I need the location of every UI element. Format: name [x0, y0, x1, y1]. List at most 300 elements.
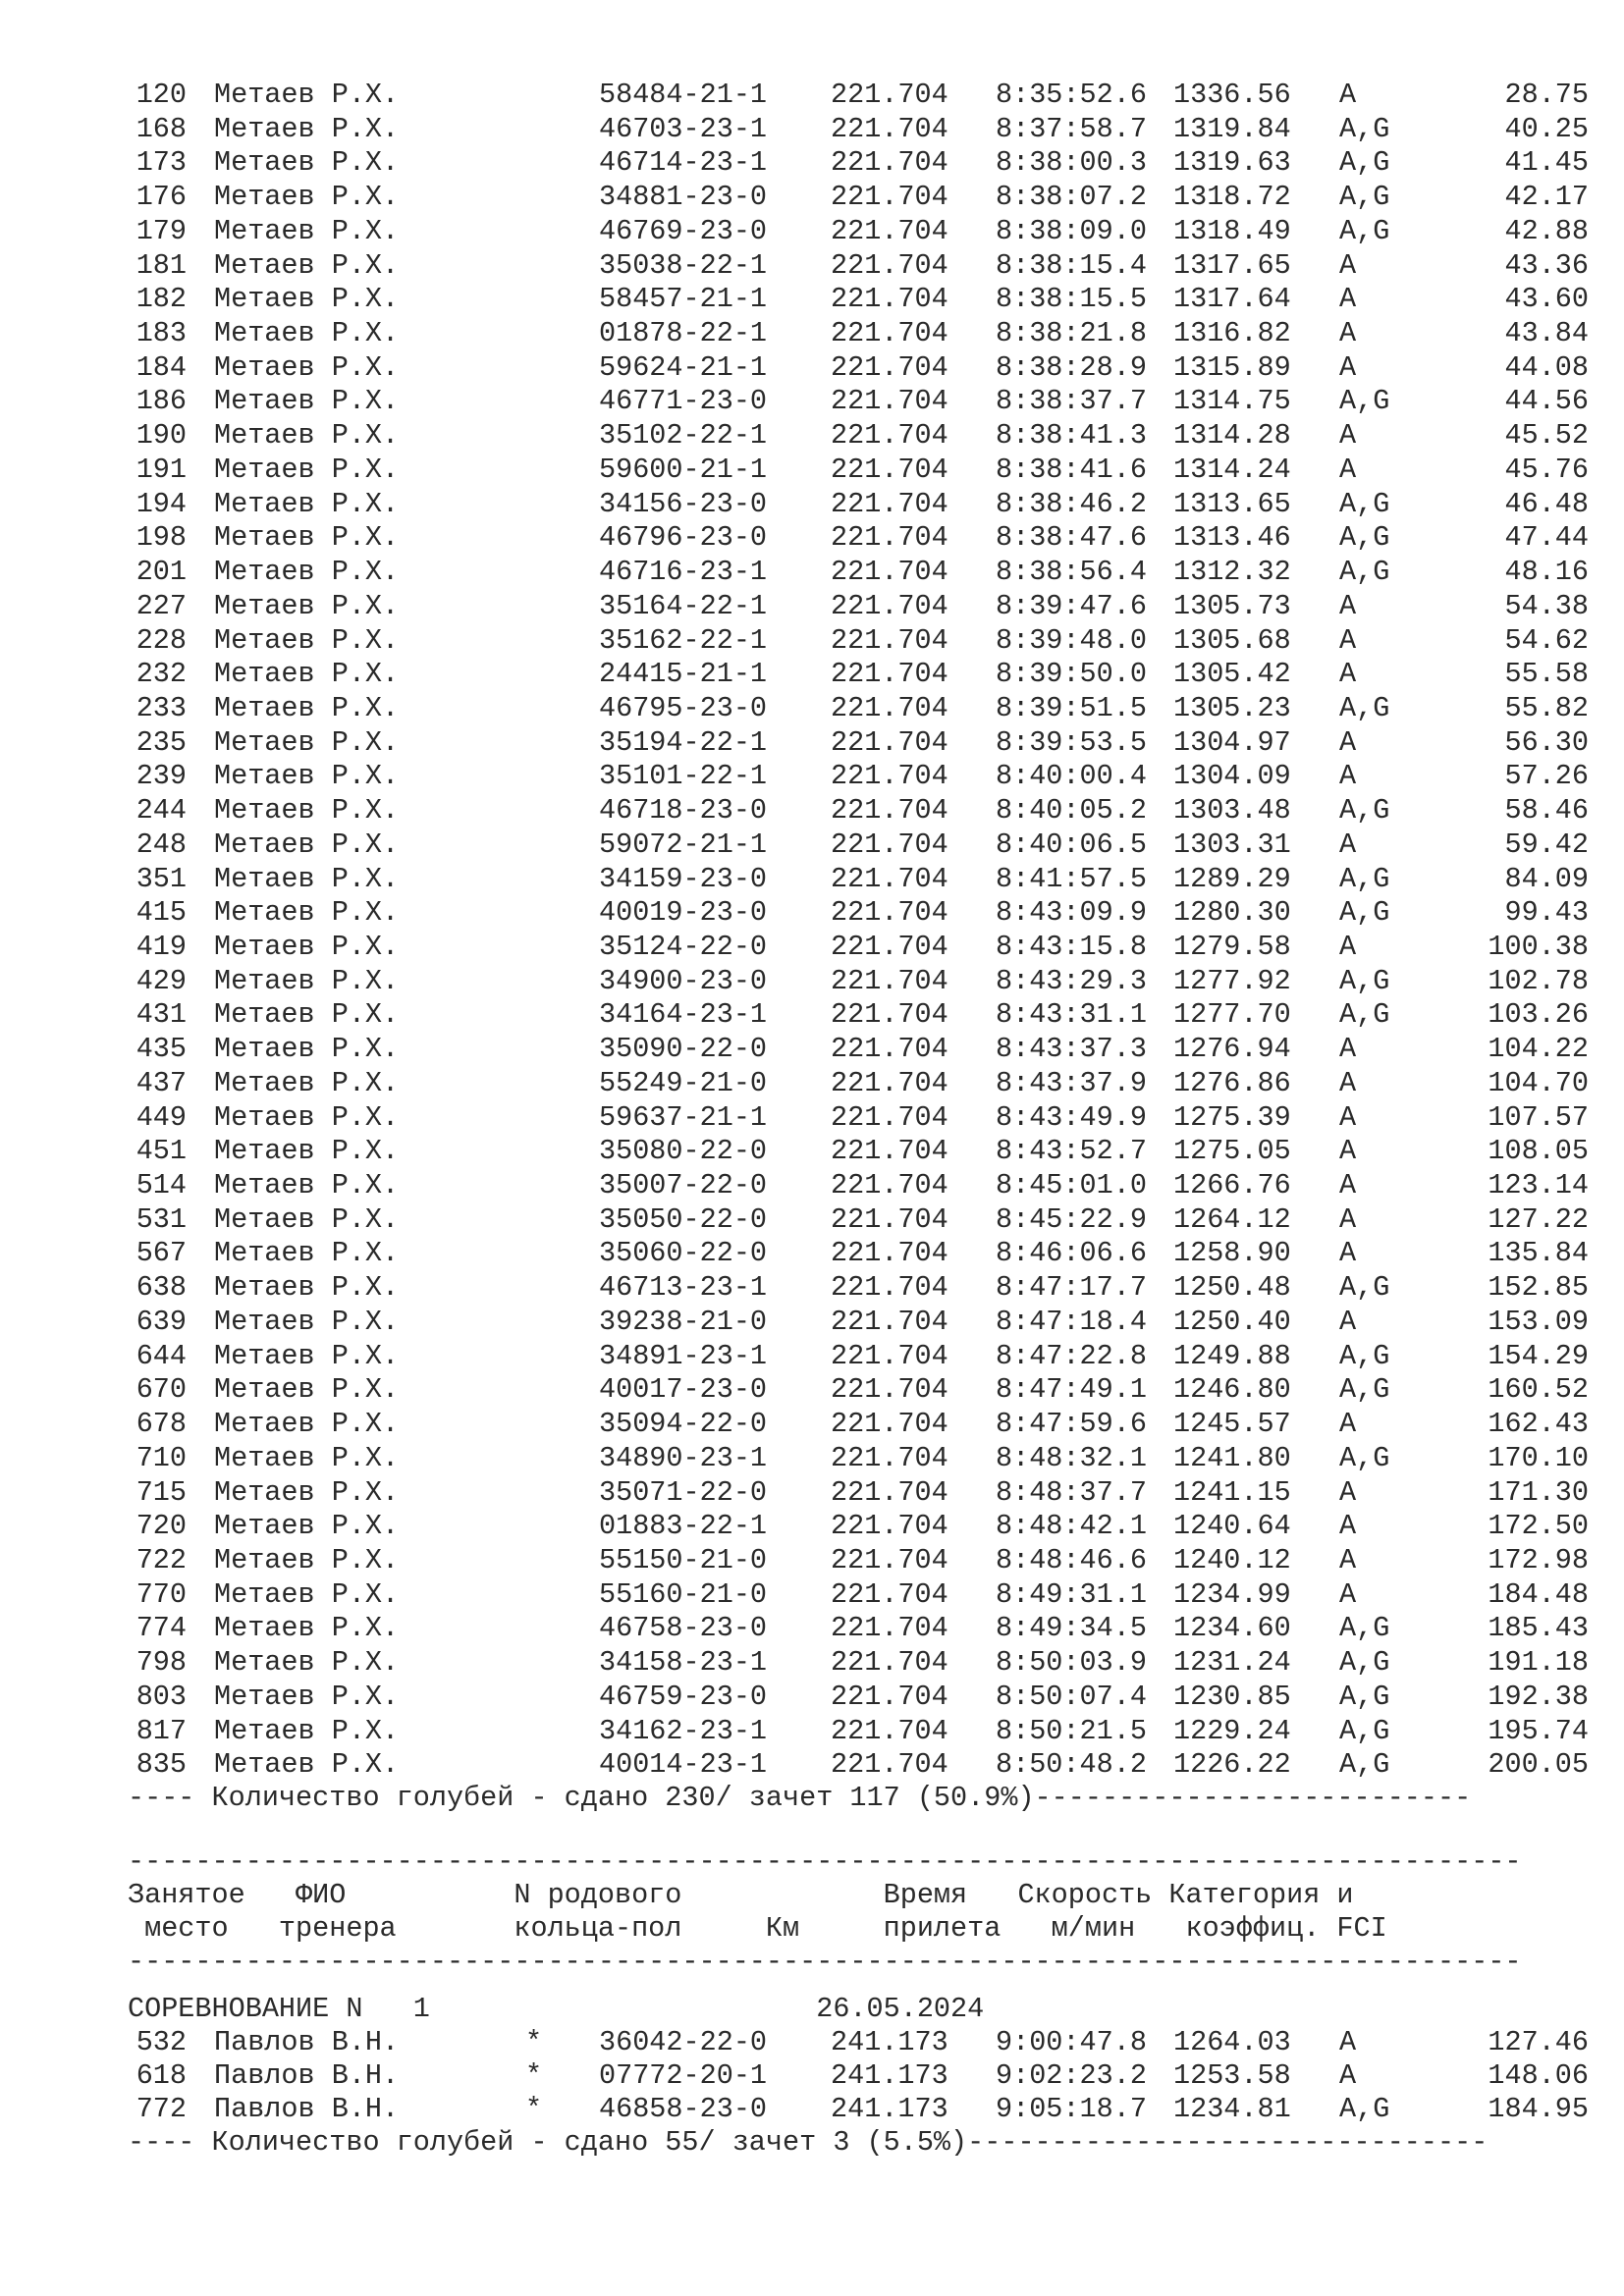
distance-km: 221.704: [831, 1510, 948, 1543]
arrival-time: 8:43:49.9: [996, 1100, 1147, 1134]
place: 232: [135, 658, 187, 691]
place: 351: [135, 862, 187, 895]
ring-number: 35102-22-1: [599, 419, 768, 453]
speed-value: 1241.15: [1173, 1475, 1291, 1509]
speed-value: 1264.03: [1173, 2026, 1291, 2058]
arrival-time: 8:38:07.2: [996, 181, 1147, 214]
arrival-time: 8:50:03.9: [996, 1646, 1147, 1680]
arrival-time: 8:41:57.5: [996, 862, 1147, 895]
fci-coefficient: 160.52: [1488, 1373, 1589, 1407]
category: A,G: [1339, 1680, 1390, 1713]
speed-value: 1250.40: [1173, 1305, 1291, 1338]
arrival-time: 8:39:47.6: [996, 589, 1147, 622]
arrival-time: 8:38:15.5: [996, 283, 1147, 316]
speed-value: 1316.82: [1173, 317, 1291, 350]
ring-number: 46714-23-1: [599, 146, 768, 180]
trainer-name: Метаев Р.Х.: [214, 283, 400, 316]
ring-number: 35124-22-0: [599, 931, 768, 963]
speed-value: 1336.56: [1173, 79, 1291, 111]
fci-coefficient: 58.46: [1504, 794, 1589, 828]
arrival-time: 8:39:50.0: [996, 658, 1147, 691]
star-mark: *: [525, 2093, 543, 2125]
place: 244: [135, 794, 187, 828]
place: 181: [135, 248, 187, 282]
distance-km: 221.704: [831, 998, 948, 1032]
ring-number: 40017-23-0: [599, 1373, 768, 1407]
speed-value: 1277.92: [1173, 964, 1291, 997]
speed-value: 1313.65: [1173, 487, 1291, 520]
ring-number: 35050-22-0: [599, 1202, 768, 1236]
trainer-name: Метаев Р.Х.: [214, 725, 400, 759]
arrival-time: 8:38:28.9: [996, 350, 1147, 384]
ring-number: 59072-21-1: [599, 828, 768, 861]
divider-line: -----------------------------------------------------------------------------------: [128, 1946, 1522, 1978]
distance-km: 221.704: [831, 1441, 948, 1474]
arrival-time: 8:39:51.5: [996, 691, 1147, 724]
distance-km: 221.704: [831, 1612, 948, 1645]
distance-km: 221.704: [831, 350, 948, 384]
arrival-time: 8:50:21.5: [996, 1714, 1147, 1747]
distance-km: 221.704: [831, 1646, 948, 1680]
speed-value: 1249.88: [1173, 1339, 1291, 1372]
distance-km: 221.704: [831, 556, 948, 589]
ring-number: 46795-23-0: [599, 691, 768, 724]
fci-coefficient: 185.43: [1488, 1612, 1589, 1645]
divider-line: -----------------------------------------------------------------------------------: [128, 1845, 1522, 1878]
ring-number: 34890-23-1: [599, 1441, 768, 1474]
distance-km: 221.704: [831, 862, 948, 895]
arrival-time: 8:38:56.4: [996, 556, 1147, 589]
speed-value: 1266.76: [1173, 1169, 1291, 1202]
distance-km: 221.704: [831, 385, 948, 418]
place: 431: [135, 998, 187, 1032]
speed-value: 1314.24: [1173, 453, 1291, 486]
distance-km: 221.704: [831, 1543, 948, 1576]
fci-coefficient: 46.48: [1504, 487, 1589, 520]
arrival-time: 8:38:21.8: [996, 317, 1147, 350]
speed-value: 1275.39: [1173, 1100, 1291, 1134]
ring-number: 35194-22-1: [599, 725, 768, 759]
place: 532: [135, 2026, 187, 2058]
trainer-name: Метаев Р.Х.: [214, 385, 400, 418]
category: A,G: [1339, 691, 1390, 724]
arrival-time: 8:47:18.4: [996, 1305, 1147, 1338]
fci-coefficient: 172.98: [1488, 1543, 1589, 1576]
fci-coefficient: 162.43: [1488, 1408, 1589, 1441]
ring-number: 35038-22-1: [599, 248, 768, 282]
fci-coefficient: 107.57: [1488, 1100, 1589, 1134]
arrival-time: 8:45:01.0: [996, 1169, 1147, 1202]
trainer-name: Павлов В.Н.: [214, 2059, 400, 2092]
trainer-name: Метаев Р.Х.: [214, 1373, 400, 1407]
trainer-name: Метаев Р.Х.: [214, 691, 400, 724]
speed-value: 1312.32: [1173, 556, 1291, 589]
trainer-name: Метаев Р.Х.: [214, 794, 400, 828]
category: A: [1339, 2026, 1357, 2058]
trainer-name: Метаев Р.Х.: [214, 317, 400, 350]
category: A: [1339, 1033, 1357, 1066]
ring-number: 46718-23-0: [599, 794, 768, 828]
ring-number: 55160-21-0: [599, 1577, 768, 1611]
place: 644: [135, 1339, 187, 1372]
summary-line: ---- Количество голубей - сдано 55/ зачет 3 (5.5%)-------------------------------: [128, 2126, 1489, 2159]
place: 227: [135, 589, 187, 622]
ring-number: 35080-22-0: [599, 1135, 768, 1168]
fci-coefficient: 152.85: [1488, 1271, 1589, 1305]
category: A: [1339, 2059, 1357, 2092]
place: 817: [135, 1714, 187, 1747]
arrival-time: 8:46:06.6: [996, 1237, 1147, 1270]
speed-value: 1305.68: [1173, 623, 1291, 657]
fci-coefficient: 43.36: [1504, 248, 1589, 282]
trainer-name: Метаев Р.Х.: [214, 1339, 400, 1372]
speed-value: 1241.80: [1173, 1441, 1291, 1474]
distance-km: 241.173: [831, 2026, 948, 2058]
category: A: [1339, 1408, 1357, 1441]
place: 183: [135, 317, 187, 350]
distance-km: 221.704: [831, 1305, 948, 1338]
place: 429: [135, 964, 187, 997]
trainer-name: Метаев Р.Х.: [214, 828, 400, 861]
speed-value: 1240.12: [1173, 1543, 1291, 1576]
distance-km: 221.704: [831, 146, 948, 180]
speed-value: 1317.64: [1173, 283, 1291, 316]
speed-value: 1253.58: [1173, 2059, 1291, 2092]
arrival-time: 8:39:53.5: [996, 725, 1147, 759]
arrival-time: 8:50:48.2: [996, 1748, 1147, 1782]
speed-value: 1264.12: [1173, 1202, 1291, 1236]
ring-number: 34164-23-1: [599, 998, 768, 1032]
place: 639: [135, 1305, 187, 1338]
fci-coefficient: 43.60: [1504, 283, 1589, 316]
ring-number: 35164-22-1: [599, 589, 768, 622]
fci-coefficient: 171.30: [1488, 1475, 1589, 1509]
distance-km: 221.704: [831, 760, 948, 793]
arrival-time: 8:49:34.5: [996, 1612, 1147, 1645]
ring-number: 59624-21-1: [599, 350, 768, 384]
category: A,G: [1339, 556, 1390, 589]
category: A: [1339, 79, 1357, 111]
speed-value: 1304.09: [1173, 760, 1291, 793]
trainer-name: Метаев Р.Х.: [214, 1066, 400, 1099]
place: 248: [135, 828, 187, 861]
arrival-time: 8:38:09.0: [996, 214, 1147, 247]
distance-km: 221.704: [831, 181, 948, 214]
place: 437: [135, 1066, 187, 1099]
place: 835: [135, 1748, 187, 1782]
arrival-time: 8:43:15.8: [996, 931, 1147, 963]
trainer-name: Метаев Р.Х.: [214, 896, 400, 930]
distance-km: 221.704: [831, 1169, 948, 1202]
fci-coefficient: 191.18: [1488, 1646, 1589, 1680]
arrival-time: 8:35:52.6: [996, 79, 1147, 111]
speed-value: 1317.65: [1173, 248, 1291, 282]
distance-km: 221.704: [831, 1373, 948, 1407]
category: A,G: [1339, 181, 1390, 214]
trainer-name: Метаев Р.Х.: [214, 419, 400, 453]
ring-number: 34881-23-0: [599, 181, 768, 214]
place: 233: [135, 691, 187, 724]
fci-coefficient: 42.17: [1504, 181, 1589, 214]
ring-number: 35162-22-1: [599, 623, 768, 657]
distance-km: 221.704: [831, 725, 948, 759]
fci-coefficient: 45.76: [1504, 453, 1589, 486]
place: 638: [135, 1271, 187, 1305]
fci-coefficient: 200.05: [1488, 1748, 1589, 1782]
arrival-time: 8:47:22.8: [996, 1339, 1147, 1372]
trainer-name: Павлов В.Н.: [214, 2093, 400, 2125]
category: A,G: [1339, 214, 1390, 247]
trainer-name: Метаев Р.Х.: [214, 1714, 400, 1747]
distance-km: 221.704: [831, 828, 948, 861]
trainer-name: Метаев Р.Х.: [214, 1135, 400, 1168]
category: A: [1339, 760, 1357, 793]
distance-km: 221.704: [831, 1135, 948, 1168]
place: 715: [135, 1475, 187, 1509]
distance-km: 221.704: [831, 623, 948, 657]
fci-coefficient: 153.09: [1488, 1305, 1589, 1338]
distance-km: 221.704: [831, 1475, 948, 1509]
distance-km: 221.704: [831, 1408, 948, 1441]
place: 618: [135, 2059, 187, 2092]
fci-coefficient: 57.26: [1504, 760, 1589, 793]
fci-coefficient: 47.44: [1504, 521, 1589, 555]
category: A,G: [1339, 2093, 1390, 2125]
trainer-name: Метаев Р.Х.: [214, 1612, 400, 1645]
category: A: [1339, 1237, 1357, 1270]
distance-km: 221.704: [831, 283, 948, 316]
trainer-name: Метаев Р.Х.: [214, 79, 400, 111]
trainer-name: Павлов В.Н.: [214, 2026, 400, 2058]
place: 722: [135, 1543, 187, 1576]
arrival-time: 8:47:59.6: [996, 1408, 1147, 1441]
category: A: [1339, 419, 1357, 453]
place: 670: [135, 1373, 187, 1407]
place: 176: [135, 181, 187, 214]
fci-coefficient: 102.78: [1488, 964, 1589, 997]
distance-km: 221.704: [831, 79, 948, 111]
fci-coefficient: 195.74: [1488, 1714, 1589, 1747]
star-mark: *: [525, 2059, 543, 2092]
speed-value: 1313.46: [1173, 521, 1291, 555]
arrival-time: 8:43:09.9: [996, 896, 1147, 930]
place: 710: [135, 1441, 187, 1474]
trainer-name: Метаев Р.Х.: [214, 998, 400, 1032]
speed-value: 1305.73: [1173, 589, 1291, 622]
fci-coefficient: 135.84: [1488, 1237, 1589, 1270]
place: 531: [135, 1202, 187, 1236]
speed-value: 1240.64: [1173, 1510, 1291, 1543]
fci-coefficient: 44.08: [1504, 350, 1589, 384]
arrival-time: 8:39:48.0: [996, 623, 1147, 657]
category: A: [1339, 453, 1357, 486]
category: A: [1339, 828, 1357, 861]
distance-km: 221.704: [831, 1577, 948, 1611]
place: 198: [135, 521, 187, 555]
trainer-name: Метаев Р.Х.: [214, 112, 400, 145]
distance-km: 221.704: [831, 658, 948, 691]
distance-km: 221.704: [831, 419, 948, 453]
fci-coefficient: 40.25: [1504, 112, 1589, 145]
fci-coefficient: 28.75: [1504, 79, 1589, 111]
star-mark: *: [525, 2026, 543, 2058]
trainer-name: Метаев Р.Х.: [214, 1100, 400, 1134]
ring-number: 46858-23-0: [599, 2093, 768, 2125]
arrival-time: 8:48:37.7: [996, 1475, 1147, 1509]
trainer-name: Метаев Р.Х.: [214, 521, 400, 555]
trainer-name: Метаев Р.Х.: [214, 760, 400, 793]
trainer-name: Метаев Р.Х.: [214, 658, 400, 691]
place: 228: [135, 623, 187, 657]
category: A: [1339, 1305, 1357, 1338]
speed-value: 1318.72: [1173, 181, 1291, 214]
place: 201: [135, 556, 187, 589]
arrival-time: 9:05:18.7: [996, 2093, 1147, 2125]
speed-value: 1258.90: [1173, 1237, 1291, 1270]
fci-coefficient: 84.09: [1504, 862, 1589, 895]
fci-coefficient: 56.30: [1504, 725, 1589, 759]
ring-number: 35071-22-0: [599, 1475, 768, 1509]
place: 168: [135, 112, 187, 145]
trainer-name: Метаев Р.Х.: [214, 1305, 400, 1338]
fci-coefficient: 54.62: [1504, 623, 1589, 657]
place: 774: [135, 1612, 187, 1645]
arrival-time: 8:48:46.6: [996, 1543, 1147, 1576]
trainer-name: Метаев Р.Х.: [214, 1680, 400, 1713]
ring-number: 58484-21-1: [599, 79, 768, 111]
category: A,G: [1339, 964, 1390, 997]
category: A,G: [1339, 896, 1390, 930]
ring-number: 46713-23-1: [599, 1271, 768, 1305]
distance-km: 221.704: [831, 896, 948, 930]
place: 415: [135, 896, 187, 930]
category: A,G: [1339, 1441, 1390, 1474]
place: 191: [135, 453, 187, 486]
ring-number: 01883-22-1: [599, 1510, 768, 1543]
place: 419: [135, 931, 187, 963]
ring-number: 34159-23-0: [599, 862, 768, 895]
ring-number: 46771-23-0: [599, 385, 768, 418]
category: A: [1339, 283, 1357, 316]
fci-coefficient: 44.56: [1504, 385, 1589, 418]
category: A: [1339, 350, 1357, 384]
fci-coefficient: 104.70: [1488, 1066, 1589, 1099]
arrival-time: 8:48:32.1: [996, 1441, 1147, 1474]
category: A: [1339, 1475, 1357, 1509]
fci-coefficient: 103.26: [1488, 998, 1589, 1032]
fci-coefficient: 127.46: [1488, 2026, 1589, 2058]
category: A: [1339, 1202, 1357, 1236]
fci-coefficient: 55.58: [1504, 658, 1589, 691]
speed-value: 1276.86: [1173, 1066, 1291, 1099]
distance-km: 221.704: [831, 1066, 948, 1099]
arrival-time: 8:47:17.7: [996, 1271, 1147, 1305]
speed-value: 1305.23: [1173, 691, 1291, 724]
fci-coefficient: 43.84: [1504, 317, 1589, 350]
category: A,G: [1339, 146, 1390, 180]
distance-km: 221.704: [831, 317, 948, 350]
distance-km: 241.173: [831, 2059, 948, 2092]
speed-value: 1234.81: [1173, 2093, 1291, 2125]
place: 770: [135, 1577, 187, 1611]
category: A: [1339, 1135, 1357, 1168]
trainer-name: Метаев Р.Х.: [214, 556, 400, 589]
trainer-name: Метаев Р.Х.: [214, 1748, 400, 1782]
category: A: [1339, 1100, 1357, 1134]
speed-value: 1279.58: [1173, 931, 1291, 963]
speed-value: 1250.48: [1173, 1271, 1291, 1305]
arrival-time: 8:40:00.4: [996, 760, 1147, 793]
ring-number: 46769-23-0: [599, 214, 768, 247]
speed-value: 1304.97: [1173, 725, 1291, 759]
fci-coefficient: 170.10: [1488, 1441, 1589, 1474]
trainer-name: Метаев Р.Х.: [214, 1033, 400, 1066]
fci-coefficient: 54.38: [1504, 589, 1589, 622]
arrival-time: 8:38:46.2: [996, 487, 1147, 520]
trainer-name: Метаев Р.Х.: [214, 350, 400, 384]
distance-km: 221.704: [831, 1100, 948, 1134]
speed-value: 1276.94: [1173, 1033, 1291, 1066]
place: 120: [135, 79, 187, 111]
distance-km: 221.704: [831, 589, 948, 622]
category: A: [1339, 1169, 1357, 1202]
ring-number: 35007-22-0: [599, 1169, 768, 1202]
arrival-time: 8:43:37.9: [996, 1066, 1147, 1099]
trainer-name: Метаев Р.Х.: [214, 1271, 400, 1305]
arrival-time: 8:43:29.3: [996, 964, 1147, 997]
ring-number: 24415-21-1: [599, 658, 768, 691]
category: A,G: [1339, 1646, 1390, 1680]
trainer-name: Метаев Р.Х.: [214, 862, 400, 895]
distance-km: 221.704: [831, 794, 948, 828]
trainer-name: Метаев Р.Х.: [214, 248, 400, 282]
ring-number: 55249-21-0: [599, 1066, 768, 1099]
speed-value: 1245.57: [1173, 1408, 1291, 1441]
category: A,G: [1339, 487, 1390, 520]
ring-number: 59637-21-1: [599, 1100, 768, 1134]
trainer-name: Метаев Р.Х.: [214, 1202, 400, 1236]
distance-km: 221.704: [831, 1680, 948, 1713]
speed-value: 1246.80: [1173, 1373, 1291, 1407]
fci-coefficient: 55.82: [1504, 691, 1589, 724]
category: A,G: [1339, 521, 1390, 555]
speed-value: 1318.49: [1173, 214, 1291, 247]
speed-value: 1319.84: [1173, 112, 1291, 145]
distance-km: 221.704: [831, 521, 948, 555]
speed-value: 1305.42: [1173, 658, 1291, 691]
place: 720: [135, 1510, 187, 1543]
place: 567: [135, 1237, 187, 1270]
trainer-name: Метаев Р.Х.: [214, 1441, 400, 1474]
speed-value: 1277.70: [1173, 998, 1291, 1032]
trainer-name: Метаев Р.Х.: [214, 146, 400, 180]
place: 182: [135, 283, 187, 316]
fci-coefficient: 48.16: [1504, 556, 1589, 589]
place: 239: [135, 760, 187, 793]
category: A: [1339, 248, 1357, 282]
arrival-time: 8:45:22.9: [996, 1202, 1147, 1236]
category: A,G: [1339, 385, 1390, 418]
trainer-name: Метаев Р.Х.: [214, 964, 400, 997]
fci-coefficient: 172.50: [1488, 1510, 1589, 1543]
speed-value: 1230.85: [1173, 1680, 1291, 1713]
ring-number: 55150-21-0: [599, 1543, 768, 1576]
place: 235: [135, 725, 187, 759]
arrival-time: 8:38:47.6: [996, 521, 1147, 555]
distance-km: 241.173: [831, 2093, 948, 2125]
ring-number: 40014-23-1: [599, 1748, 768, 1782]
arrival-time: 8:48:42.1: [996, 1510, 1147, 1543]
